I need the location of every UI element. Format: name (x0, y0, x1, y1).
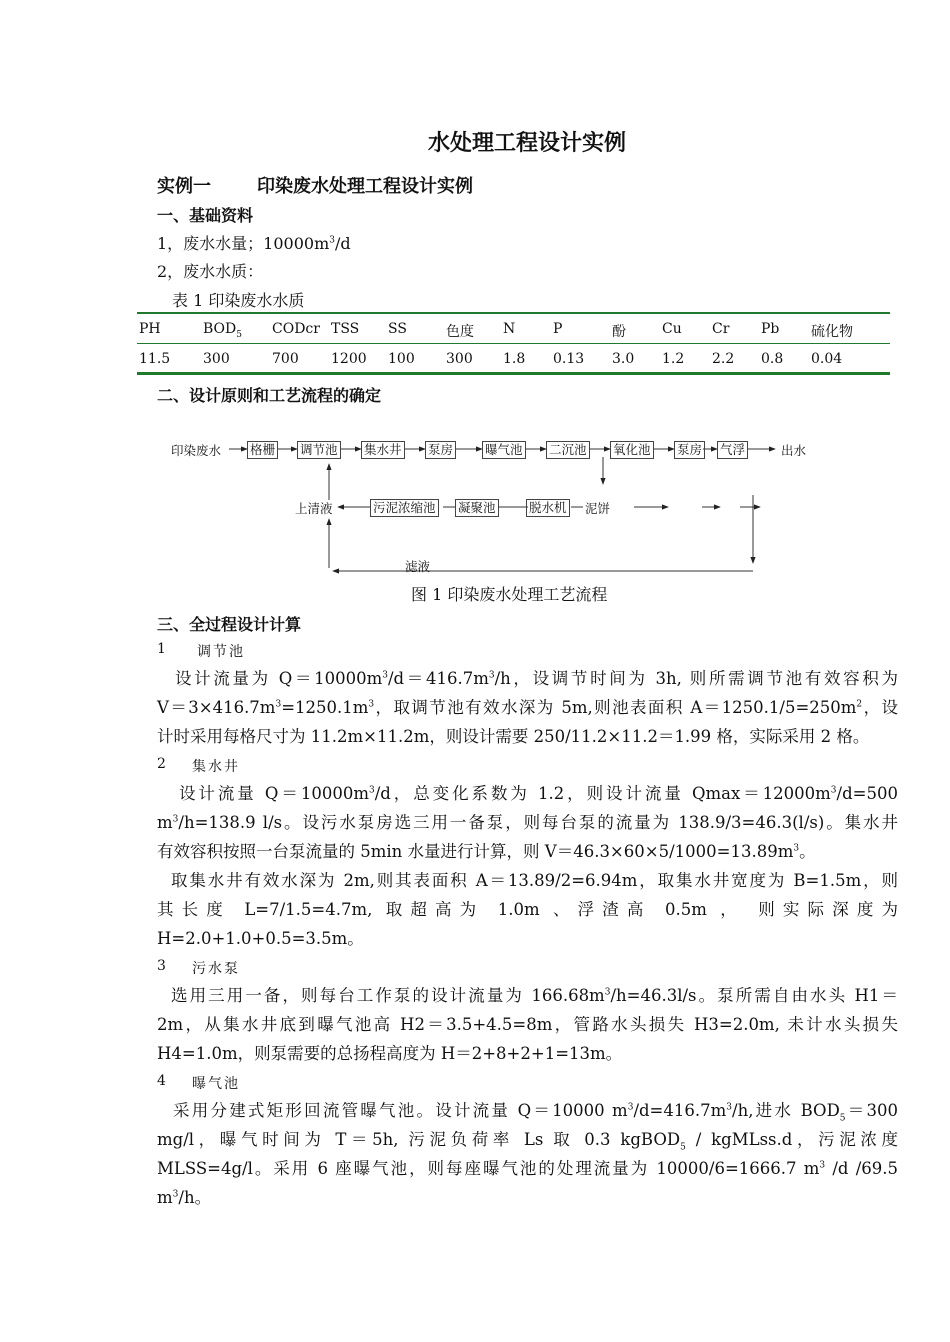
table-header-cell: 色度 (446, 324, 474, 340)
flow-box-dewatering: 脱水机 (526, 499, 570, 517)
table-header-cell: TSS (331, 321, 360, 337)
table-header-cell: SS (388, 321, 407, 337)
table-value-cell: 0.13 (553, 351, 585, 367)
table-value-cell: 700 (272, 351, 299, 367)
table-caption: 表 1 印染废水水质 (172, 291, 305, 310)
sub2-title: 集水井 (192, 759, 240, 775)
sub3-title: 污水泵 (192, 961, 240, 977)
flow-box-secondary-clarifier: 二沉池 (546, 441, 590, 459)
sub3-number: 3 (157, 958, 166, 974)
sub1-paragraph: 设计流量为 $Q=10000m^3/d=416.7m^3/h$，设调节时间为 3h, 则所需调节池有效容积为 $V=3\times 416.7m^3=1250.1m^3$，取调节池有效水深为 5m,则池表面积 $A=1250.1/5=250m^2$，设 计时采用每格尺寸为 11.2m×11.2m，则设计需要 250/11.2×11.2＝1.99 格，实际采用 2 格。 (157, 669, 898, 746)
flow-box-sludge-thickener: 污泥浓缩池 (370, 499, 439, 517)
table-header-cell: $BOD_5$ (203, 321, 242, 340)
table-header-cell: PH (139, 321, 161, 337)
sub4-title: 曝气池 (192, 1076, 240, 1092)
example-label: 实例一 (157, 176, 211, 197)
section3-heading: 三、全过程设计计算 (157, 615, 302, 634)
table-value-cell: 11.5 (139, 351, 171, 367)
flow-box-oxidation-tank: 氧化池 (610, 441, 654, 459)
section1-heading: 一、基础资料 (157, 206, 254, 225)
table-header-cell: CODcr (272, 321, 320, 337)
table-value-cell: 0.8 (761, 351, 784, 367)
flow-supernatant: 上清液 (295, 501, 333, 516)
flow-outlet: 出水 (781, 443, 807, 458)
flow-box-air-flotation: 气浮 (717, 441, 748, 459)
flow-box-screen: 格栅 (247, 441, 278, 459)
table-header-cell: 酚 (612, 324, 626, 340)
table-value-cell: 2.2 (712, 351, 735, 367)
section2-heading: 二、设计原则和工艺流程的确定 (157, 386, 382, 405)
table-value-cell: 300 (446, 351, 473, 367)
flow-box-regulating-tank: 调节池 (297, 441, 341, 459)
table-header-cell: 硫化物 (811, 324, 853, 340)
figure-caption: 图 1 印染废水处理工艺流程 (411, 585, 608, 604)
table-value-cell: 3.0 (612, 351, 635, 367)
flow-box-coagulation-tank: 凝聚池 (455, 499, 499, 517)
flow-box-collection-well: 集水井 (361, 441, 405, 459)
sub2-number: 2 (157, 756, 166, 772)
example-title: 印染废水处理工程设计实例 (257, 176, 473, 197)
sub2-paragraph: 设计流量 $Q=10000m^3/d$，总变化系数为 1.2，则设计流量 $Qmax=12000m^3/d=500$ $m^3/h=138.9$ l/s。设污水泵房选三用一备泵，则每台泵的流量为 138.9/3=46.3(l/s)。集水井 有效容积按照一台泵流量的 5min 水量进行计算，则 $V=46.3\times 60\times 5/1000=13.89m^3$。 取集水井有效水深为 2m,则其表面积 A＝13.89/2=6.94m，取集水井宽度为 B=1.5m，则 其长度 L=7/1.5=4.7m, 取超高为 1.0m 、浮渣高 0.5m ， 则实际深度为 H=2.0+1.0+0.5=3.5m。 (157, 784, 898, 948)
sub4-number: 4 (157, 1073, 166, 1089)
page-title: 水处理工程设计实例 (427, 131, 626, 156)
table-value-cell: 100 (388, 351, 415, 367)
flow-box-pump-house: 泵房 (425, 441, 456, 459)
sub4-paragraph: 采用分建式矩形回流管曝气池。设计流量 Q＝10000 $m^3/d=416.7m^3/h$,进水 $BOD_5=300$ mg/l，曝气时间为 T＝5h, 污泥负荷率 Ls 取 0.3 kgBOD$_5$ / kgMLss.d，污泥浓度 MLSS=4g/l。采用 6 座曝气池，则每座曝气池的处理流量为 10000/6=1666.7 $m^3$ /d /69.5 $m^3/h$。 (157, 1101, 898, 1207)
table-value-cell: 1.8 (503, 351, 526, 367)
table-value-cell: 0.04 (811, 351, 843, 367)
flow-source: 印染废水 (171, 443, 222, 458)
sub1-title: 调节池 (197, 644, 245, 660)
sub1-number: 1 (157, 641, 166, 657)
table-header-cell: N (503, 321, 516, 337)
flow-box-pump-house-2: 泵房 (674, 441, 705, 459)
section1-item2: 2，废水水质： (157, 262, 264, 281)
table-value-cell: 300 (203, 351, 230, 367)
table-value-cell: 1200 (331, 351, 367, 367)
section1-item1: 1，废水水量；$10000m^3/d$ (157, 234, 351, 253)
table-header-cell: Pb (761, 321, 780, 337)
table-header-cell: Cr (712, 321, 730, 337)
sub3-paragraph: 选用三用一备，则每台工作泵的设计流量为 $166.68m^3/h=46.3l/s$。泵所需自由水头 H1＝ 2m，从集水井底到曝气池高 H2＝3.5+4.5=8m，管路水头损失 H3=2.0m, 未计水头损失 H4=1.0m，则泵需要的总扬程高度为 H＝2+8+2+1=13m。 (157, 986, 899, 1063)
flow-box-aeration-tank: 曝气池 (482, 441, 526, 459)
table-header-cell: Cu (662, 321, 682, 337)
flow-filtrate: 滤液 (405, 559, 431, 574)
table-header-cell: P (553, 321, 563, 337)
table-value-cell: 1.2 (662, 351, 685, 367)
flow-sludge-cake: 泥饼 (585, 501, 611, 516)
